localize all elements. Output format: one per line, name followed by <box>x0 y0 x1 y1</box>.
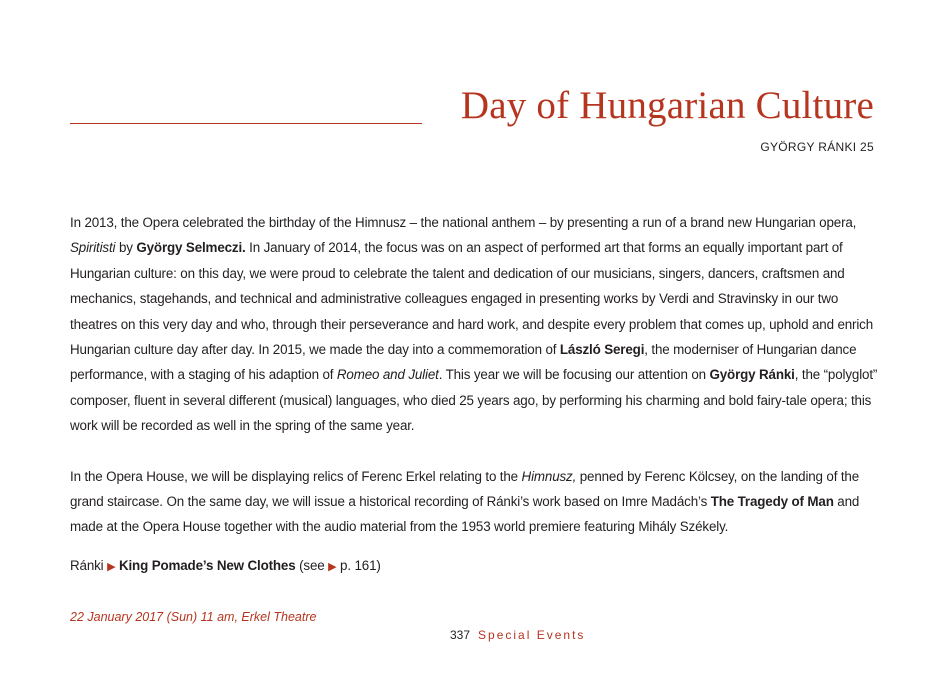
work-title-romeo: Romeo and Juliet <box>336 367 439 383</box>
page-subtitle: GYÖRGY RÁNKI 25 <box>760 140 874 154</box>
production-reference: Ránki ▶ King Pomade’s New Clothes (see ▶ p. 161) <box>70 557 381 573</box>
page-title: Day of Hungarian Culture <box>460 84 874 127</box>
event-date: 22 January 2017 (Sun) 11 am, Erkel Theatre <box>70 610 317 624</box>
article-body <box>70 210 880 580</box>
opera-title-spiritisti: Spiritisti <box>70 240 116 256</box>
section-name: Special Events <box>478 628 586 642</box>
triangle-right-icon: ▶ <box>107 560 116 573</box>
title-rule <box>70 123 422 124</box>
paragraph-2: In the Opera House, we will be displaying relics of Ferenc Erkel relating to the Himnusz, penned by Ferenc Kölcsey, on the landing of the grand staircase. On the same day, we will issue a historical recording of Ránki’s work based on Imre Madách’s The Tragedy of Man and made at the Opera House together with the audio material from the 1953 world premiere featuring Mihály Székely. <box>70 468 860 535</box>
paragraph-1: In 2013, the Opera celebrated the birthday of the Himnusz – the national anthem – by presenting a run of a brand new Hungarian opera, Spiritisti by György Selmeczi. In January of 2014, the focus was on an aspect of performed art that forms an equally important part of Hungarian culture: on this day, we were proud to celebrate the talent and dedication of our musicians, singers, dancers, craftsmen and mechanics, stagehands, and technical and administrative colleagues engaged in presenting works by Verdi and Stravinsky in our two theatres on this very day and who, through their perseverance and hard work, and despite every problem that comes up, uphold and enrich Hungarian culture day after day. In 2015, we made the day into a commemoration of László Seregi, the moderniser of Hungarian dance performance, with a staging of his adaption of Romeo and Juliet. This year we will be focusing our attention on György Ránki, the “polyglot” composer, fluent in several different (musical) languages, who died 25 years ago, by performing his charming and bold fairy-tale opera; this work will be recorded as well in the spring of the same year. <box>70 215 878 434</box>
page-footer <box>450 628 585 642</box>
triangle-right-icon: ▶ <box>328 560 337 573</box>
name-ranki: György Ránki <box>709 367 795 383</box>
name-selmeczi: György Selmeczi. <box>136 240 246 256</box>
work-title-himnusz: Himnusz, <box>521 468 577 484</box>
work-title-tragedy: The Tragedy of Man <box>710 494 834 510</box>
page-number: 337 <box>450 628 471 642</box>
name-seregi: László Seregi <box>559 342 645 358</box>
page-reference[interactable]: p. 161) <box>340 557 381 573</box>
production-link[interactable]: King Pomade’s New Clothes <box>118 557 296 573</box>
